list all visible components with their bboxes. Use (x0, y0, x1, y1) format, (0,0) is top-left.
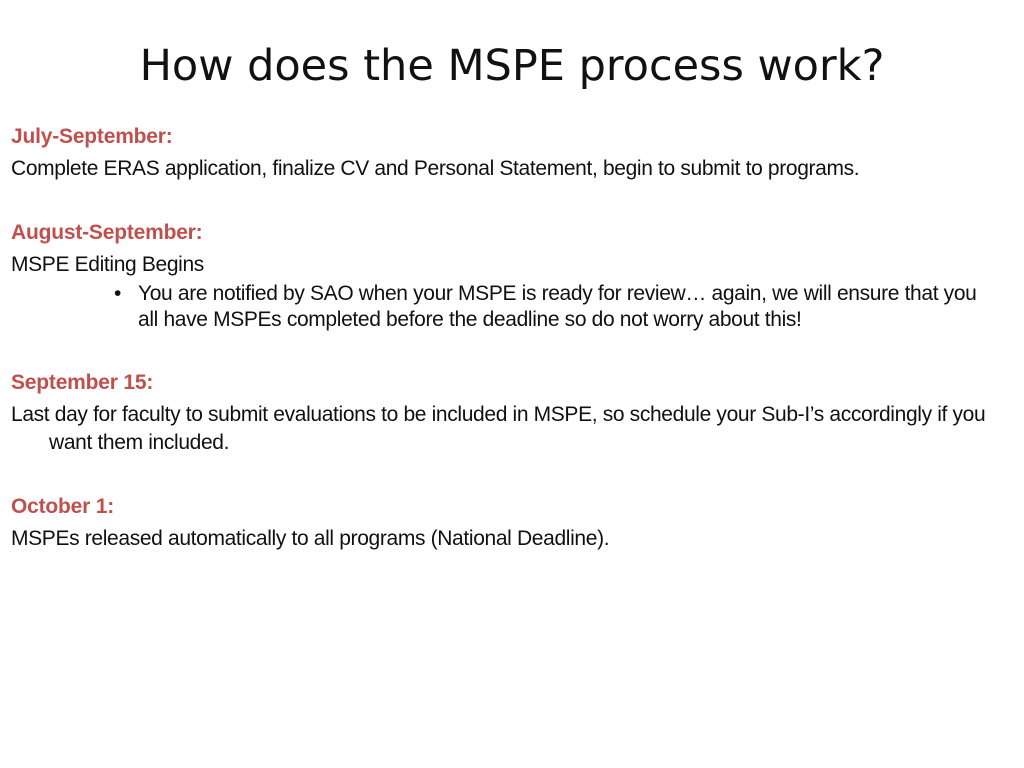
slide-body (11, 123, 1016, 553)
section-heading: July-September: (11, 125, 173, 148)
section-july-september (11, 123, 1016, 183)
spacer (11, 183, 1016, 219)
section-text: Last day for faculty to submit evaluations to be included in MSPE, so schedule your Sub-I’s accordingly if you want them included. (11, 403, 986, 454)
section-october-1 (11, 493, 1016, 553)
section-august-september (11, 219, 1016, 333)
bullet-icon: • (114, 282, 122, 305)
section-heading: August-September: (11, 221, 203, 244)
section-text: MSPEs released automatically to all programs (National Deadline). (11, 527, 610, 550)
section-heading: October 1: (11, 495, 115, 518)
section-heading: September 15: (11, 371, 154, 394)
slide-title: How does the MSPE process work? (139, 41, 885, 91)
spacer (11, 333, 1016, 369)
bullet-text: You are notified by SAO when your MSPE is ready for review… again, we will ensure that you all have MSPEs completed before the deadline so do not worry about this! (138, 282, 977, 331)
spacer (11, 457, 1016, 493)
section-text: MSPE Editing Begins (11, 253, 204, 276)
section-september-15 (11, 369, 1016, 457)
bullet-item (114, 281, 1016, 333)
section-text: Complete ERAS application, finalize CV and Personal Statement, begin to submit to programs. (11, 157, 860, 180)
